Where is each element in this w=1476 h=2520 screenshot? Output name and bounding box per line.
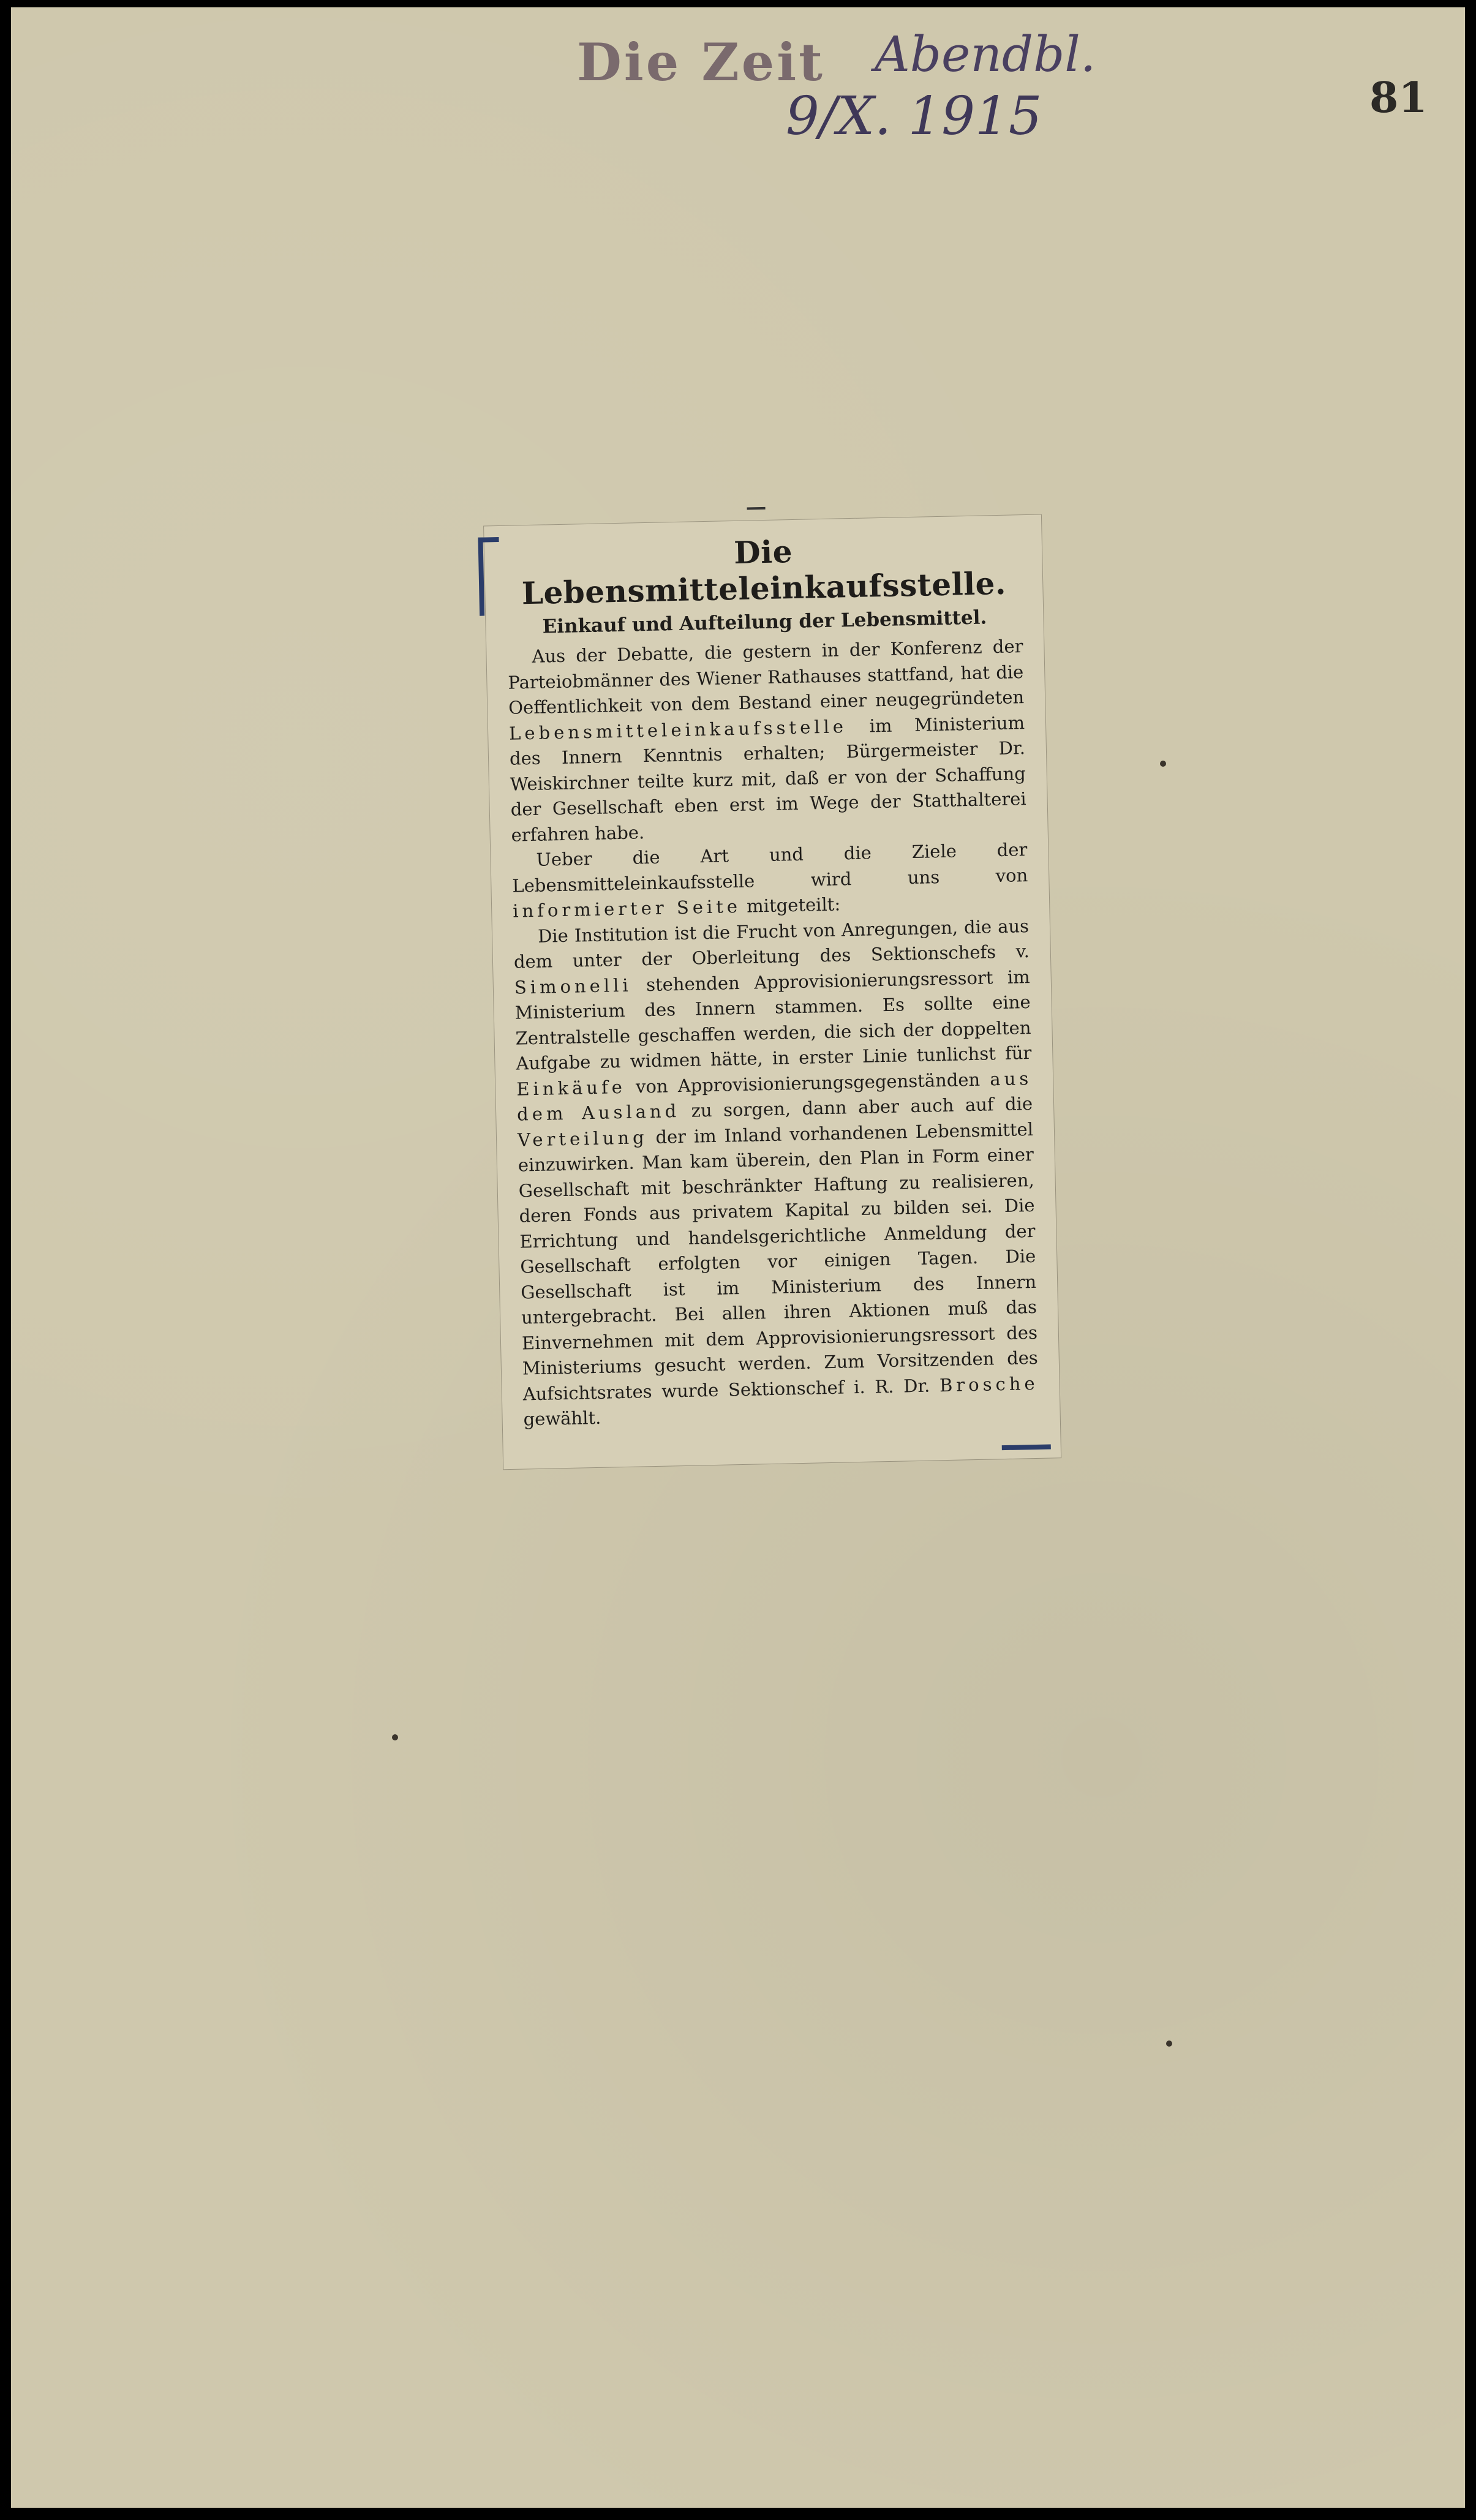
paragraph-3-spaced-einkaeufe: Einkäufe	[516, 1076, 627, 1100]
paragraph-3-text-c: von Approvisionierungsgegenständen	[625, 1068, 990, 1097]
article-paragraph-3	[513, 914, 1039, 1432]
paragraph-2-text-b: mitgeteilt:	[740, 893, 841, 917]
paragraph-3-text-b: stehenden Approvisionierungsressort im Ministerium des Innern stammen. Es sollte eine Zentralstelle geschaffen werden, die sich der doppelten Aufgabe zu widmen hätte, in erster Linie tunlichst für	[514, 966, 1032, 1074]
handwritten-edition-note: Abendbl.	[875, 26, 1096, 83]
paper-speck	[1160, 761, 1166, 767]
paragraph-3-text-d: zu sorgen, dann aber auch auf die	[679, 1093, 1033, 1122]
paper-speck	[392, 1734, 398, 1740]
page-number: 81	[1369, 73, 1428, 122]
paragraph-3-text-e: der im Inland vorhandenen Lebensmittel einzuwirken. Man kam überein, den Plan in Form einer Gesellschaft mit beschränkter Haftung zu realisieren, deren Fonds aus privatem Kapital zu bilden sei. Die Errichtung und handelsgerichtliche Anmeldung der Gesellschaft erfolgten vor einigen Tagen. Die Gesellschaft ist im Ministerium des Innern untergebracht. Bei allen ihren Aktionen muß das Einvernehmen mit dem Approvisionierungsressort des Ministeriums gesucht werden. Zum Vorsitzenden des Aufsichtsrates wurde Sektionschef i. R. Dr.	[518, 1118, 1039, 1405]
newspaper-source-stamp: Die Zeit	[577, 32, 825, 92]
newspaper-clipping	[484, 514, 1061, 1469]
paragraph-3-spaced-name-brosche: Brosche	[939, 1372, 1039, 1396]
article-paragraph-2	[511, 837, 1028, 924]
paragraph-1-spaced-term: Lebensmitteleinkaufsstelle	[508, 715, 848, 744]
paragraph-3-spaced-name-simonelli: Simonelli	[514, 974, 632, 998]
paragraph-2-spaced-term: informierter Seite	[512, 895, 742, 922]
pencil-mark	[747, 507, 766, 510]
article-headline: Die Lebensmitteleinkaufsstelle.	[521, 533, 1007, 612]
paragraph-1-text-a: Aus der Debatte, die gestern in der Konferenz der Parteiobmänner des Wiener Rathauses stattfand, hat die Oeffentlichkeit von dem Bestand einer neugegründeten	[508, 636, 1025, 718]
paragraph-3-spaced-verteilung: Verteilung	[517, 1126, 648, 1151]
handwritten-date-note: 9/X. 1915	[786, 86, 1042, 147]
blue-pencil-bracket-top-left	[478, 537, 500, 616]
blue-pencil-mark-bottom-right	[1002, 1444, 1051, 1450]
paragraph-3-spaced-ausland: aus dem Ausland	[516, 1067, 1033, 1125]
article-paragraph-1	[507, 634, 1027, 848]
paper-speck	[1166, 2040, 1172, 2047]
paragraph-2-text-a: Ueber die Art und die Ziele der Lebensmitteleinkaufsstelle wird uns von	[512, 839, 1028, 897]
article-body	[507, 634, 1039, 1432]
paragraph-1-text-b: im Ministerium des Innern Kenntnis erhalten; Bürgermeister Dr. Weiskirchner teilte kurz mit, daß er von der Schaffung der Gesellschaft eben erst im Wege der Statthalterei erfahren habe.	[509, 712, 1026, 846]
paragraph-3-text-a: Die Institution ist die Frucht von Anregungen, die aus dem unter der Oberleitung des Sektionschefs v.	[513, 915, 1030, 972]
article-subheadline: Einkauf und Aufteilung der Lebensmittel.	[542, 606, 987, 638]
paragraph-3-text-f: gewählt.	[523, 1407, 601, 1430]
archive-sheet	[11, 7, 1465, 2508]
